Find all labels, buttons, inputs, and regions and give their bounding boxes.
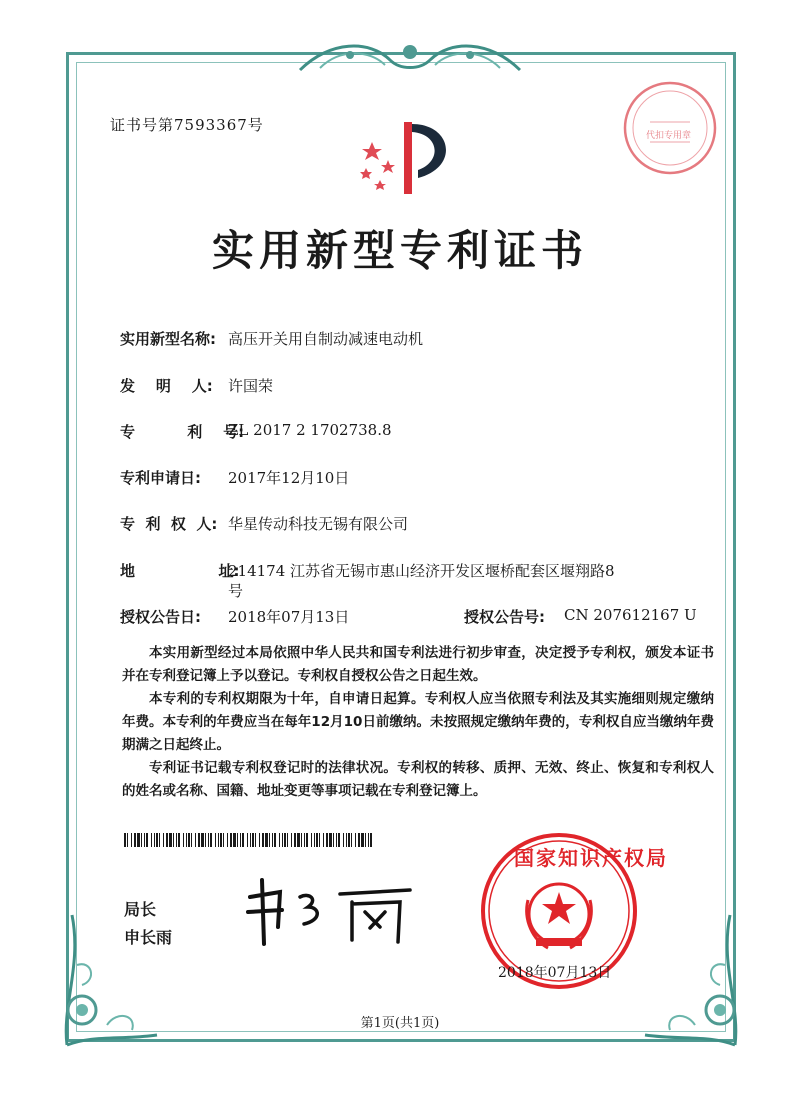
field-label-address: 地 址: — [120, 562, 240, 580]
signature-name: 申长雨 — [124, 928, 173, 947]
field-label-patentee: 专 利 权 人: — [120, 515, 218, 533]
grant-date-value: 2018年07月13日 — [228, 608, 350, 626]
barcode — [124, 833, 374, 847]
body-paragraph: 本实用新型经过本局依照中华人民共和国专利法进行初步审查，决定授予专利权，颁发本证书并在专利登记簿上予以登记。专利权自授权公告之日起生效。 — [122, 645, 714, 684]
seal-text: 国家知识产权局 — [514, 846, 668, 870]
corner-stamp-text: 代扣专用章 — [646, 131, 692, 141]
certificate-number: 证书号第7593367号 — [110, 116, 264, 134]
body-paragraph: 本专利的专利权期限为十年，自申请日起算。专利权人应当依照专利法及其实施细则规定缴纳年费。本专利的年费应当在每年12月10日前缴纳。未按照规定缴纳年费的，专利权自应当缴纳年费期满之日起终止。 — [122, 691, 714, 753]
seal-date: 2018年07月13日 — [498, 965, 612, 981]
field-value-name: 高压开关用自制动减速电动机 — [228, 330, 424, 348]
field-value-address: 214174 江苏省无锡市惠山经济开发区堰桥配套区堰翔路8 — [228, 562, 615, 580]
grant-date-label: 授权公告日: — [120, 608, 201, 626]
field-label-name: 实用新型名称: — [120, 330, 216, 348]
top-ornament — [290, 30, 530, 80]
field-label-inventor: 发 明 人: — [120, 377, 213, 395]
body-paragraph: 专利证书记载专利权登记时的法律状况。专利权的转移、质押、无效、终止、恢复和专利权人的姓名或名称、国籍、地址变更等事项记载在专利登记簿上。 — [122, 760, 714, 799]
field-label-filing-date: 专利申请日: — [120, 469, 201, 487]
certificate-title: 实用新型专利证书 — [211, 226, 588, 275]
field-value-filing-date: 2017年12月10日 — [228, 469, 350, 487]
signature-title: 局长 — [124, 900, 157, 919]
handwritten-signature — [240, 872, 430, 952]
field-label-patent-no: 专 利 号: — [120, 423, 245, 441]
grant-no-value: CN 207612167 U — [564, 606, 697, 624]
certificate-body — [122, 642, 714, 803]
field-value-address-cont: 号 — [228, 582, 244, 600]
grant-no-label: 授权公告号: — [464, 608, 545, 626]
field-value-patent-no: ZL 2017 2 1702738.8 — [228, 421, 392, 439]
field-value-patentee: 华星传动科技无锡有限公司 — [228, 515, 409, 533]
page-number: 第1页(共1页) — [360, 1016, 440, 1031]
patent-office-logo — [352, 112, 464, 202]
field-value-inventor: 许国荣 — [228, 377, 274, 395]
